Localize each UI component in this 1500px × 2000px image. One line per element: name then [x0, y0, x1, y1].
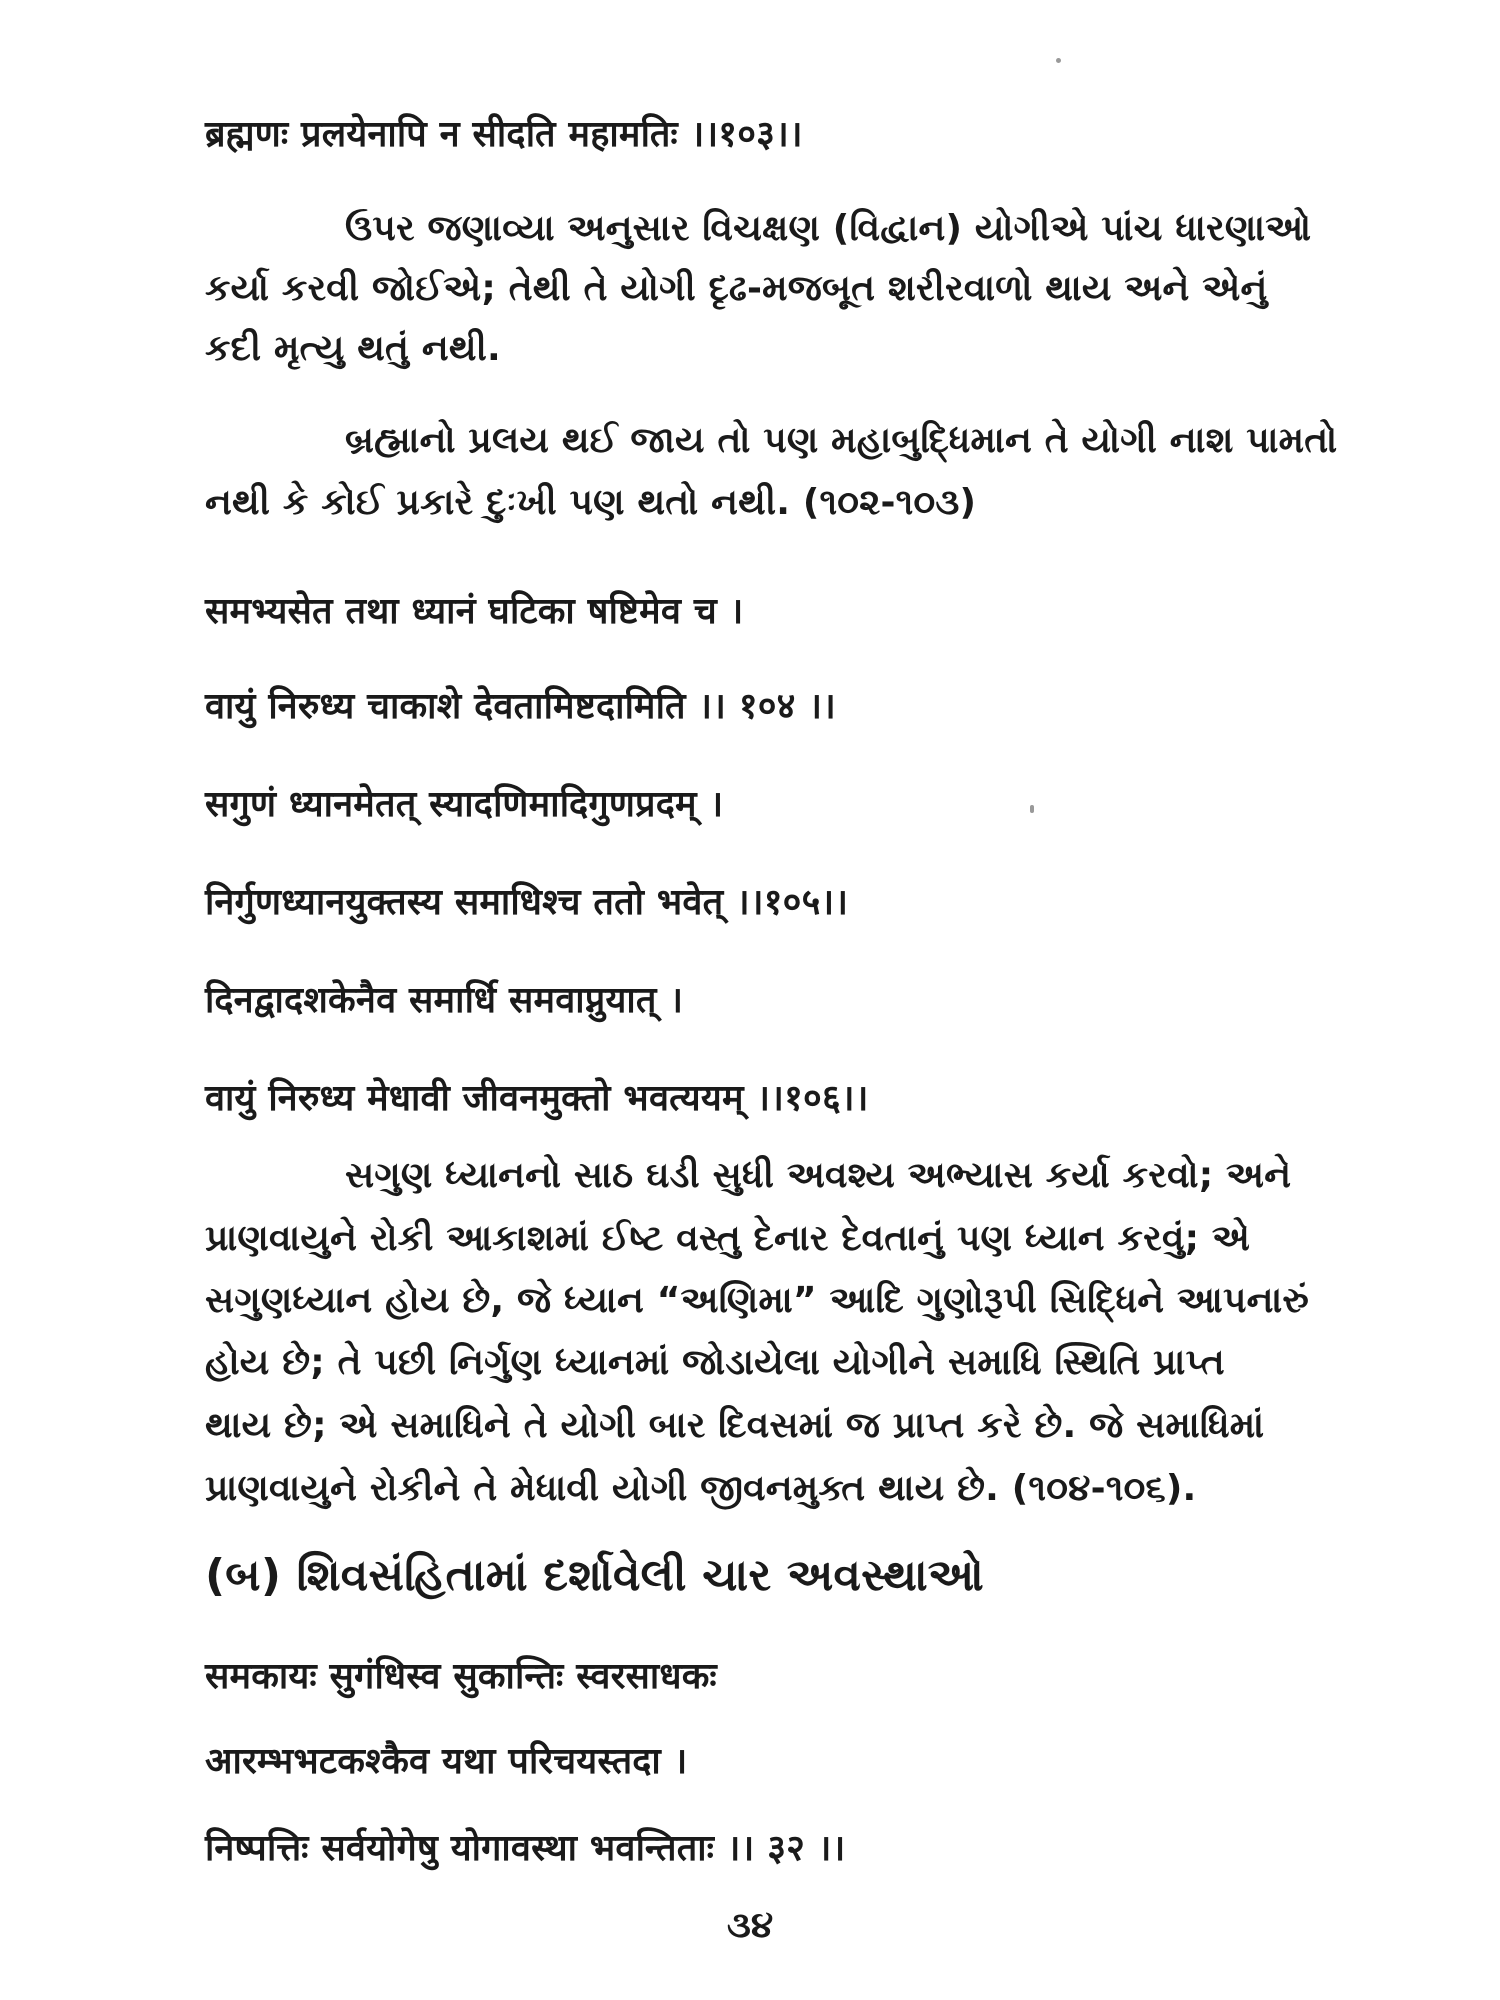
sanskrit-verse-line: निष्पत्तिः सर्वयोगेषु योगावस्था भवन्तिताः ।। ३२ ।। — [205, 1828, 846, 1869]
print-speck — [1030, 805, 1034, 813]
gujarati-paragraph-line: નથી કે કોઈ પ્રકારે દુઃખી પણ થતો નથી. (૧૦૨-૧૦૩) — [205, 482, 977, 523]
gujarati-paragraph-line: પ્રાણવાયુને રોકી આકાશમાં ઈષ્ટ વસ્તુ દેનાર દેવતાનું પણ ધ્યાન કરવું; એ — [205, 1218, 1251, 1259]
gujarati-paragraph-line: પ્રાણવાયુને રોકીને તે મેધાવી યોગી જીવનમુક્ત થાય છે. (૧૦૪-૧૦૬). — [205, 1468, 1197, 1509]
sanskrit-verse-line: दिनद्वादशकेनैव समार्धि समवाप्नुयात् । — [205, 980, 684, 1021]
sanskrit-verse-line: सगुणं ध्यानमेतत् स्यादणिमादिगुणप्रदम् । — [205, 784, 724, 825]
sanskrit-verse-line: समकायः सुगंधिस्व सुकान्तिः स्वरसाधकः — [205, 1656, 717, 1697]
sanskrit-verse-line: निर्गुणध्यानयुक्तस्य समाधिश्च ततो भवेत् ।।१०५।। — [205, 882, 849, 923]
gujarati-paragraph-line: કદી મૃત્યુ થતું નથી. — [205, 328, 501, 369]
gujarati-paragraph-line: કર્યા કરવી જોઈએ; તેથી તે યોગી દૃઢ-મજબૂત શરીરવાળો થાય અને એનું — [205, 268, 1268, 309]
sanskrit-verse-line: आरम्भभटकश्कैव यथा परिचयस्तदा । — [205, 1741, 688, 1782]
print-speck — [1056, 58, 1061, 63]
page-number: ૩૪ — [726, 1905, 774, 1946]
sanskrit-verse-line: ब्रह्मणः प्रलयेनापि न सीदति महामतिः ।।१०३।। — [205, 114, 803, 155]
gujarati-paragraph-line: બ્રહ્માનો પ્રલય થઈ જાય તો પણ મહાબુદ્ધિમાન તે યોગી નાશ પામતો — [345, 420, 1338, 461]
gujarati-paragraph-line: ઉપર જણાવ્યા અનુસાર વિચક્ષણ (વિદ્વાન) યોગીએ પાંચ ધારણાઓ — [345, 208, 1312, 249]
section-heading: (બ) શિવસંહિતામાં દર્શાવેલી ચાર અવસ્થાઓ — [205, 1550, 984, 1601]
sanskrit-verse-line: वायुं निरुध्य मेधावी जीवनमुक्तो भवत्ययम् ।।१०६।। — [205, 1078, 869, 1119]
gujarati-paragraph-line: હોય છે; તે પછી નિર્ગુણ ધ્યાનમાં જોડાયેલા યોગીને સમાધિ સ્થિતિ પ્રાપ્ત — [205, 1342, 1225, 1383]
gujarati-paragraph-line: સગુણ ધ્યાનનો સાઠ ઘડી સુધી અવશ્ય અભ્યાસ કર્યા કરવો; અને — [345, 1155, 1292, 1196]
sanskrit-verse-line: वायुं निरुध्य चाकाशे देवतामिष्टदामिति ।। १०४ ।। — [205, 686, 837, 727]
gujarati-paragraph-line: થાય છે; એ સમાધિને તે યોગી બાર દિવસમાં જ પ્રાપ્ત કરે છે. જે સમાધિમાં — [205, 1405, 1265, 1446]
sanskrit-verse-line: समभ्यसेत तथा ध्यानं घटिका षष्टिमेव च । — [205, 591, 744, 632]
gujarati-paragraph-line: સગુણધ્યાન હોય છે, જે ધ્યાન “અણિમા” આદિ ગુણોરૂપી સિદ્ધિને આપનારું — [205, 1280, 1309, 1321]
